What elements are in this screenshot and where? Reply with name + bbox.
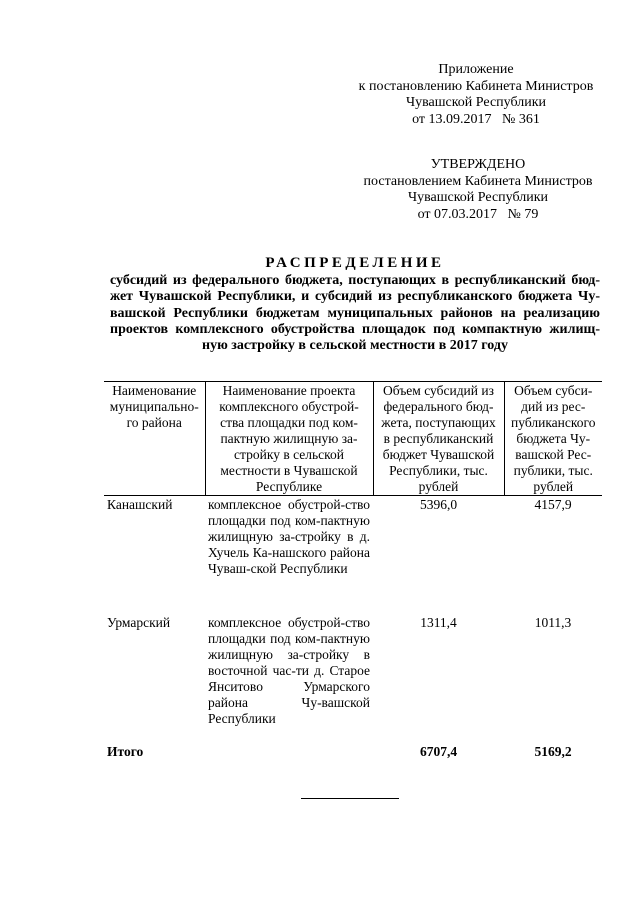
project-cell: комплексное обустрой-ство площадки под ком-пактную жилищную за-стройку в восточной час-ти д. Старое Янситово Урмарского района Чу-вашской Республики: [208, 615, 370, 726]
appendix-line: от 13.09.2017 № 361: [412, 111, 540, 127]
district-cell: Урмарский: [107, 615, 171, 630]
subtitle-line: проектов комплексного обустройства площадок под компактную жилищ-: [110, 321, 600, 337]
subtitle-line: вашской Республики бюджетам муниципальных районов на реализацию: [110, 305, 600, 321]
total-row: [104, 743, 602, 760]
republic-cell: 1011,3: [534, 615, 572, 630]
total-republic: 5169,2: [534, 744, 572, 759]
header-federal: Объем субсидий из федерального бюд-жета, поступающих в республиканский бюджет Чувашской Республики, тыс. рублей: [373, 382, 504, 496]
approval-line: Чувашской Республики: [407, 190, 549, 205]
federal-cell: 1311,4: [420, 615, 457, 630]
total-project-empty: [205, 743, 373, 760]
document-title: РАСПРЕДЕЛЕНИЕ: [265, 255, 445, 271]
approval-line: от 07.03.2017 № 79: [417, 206, 539, 222]
closing-rule: [301, 798, 399, 799]
subsidy-table: [104, 381, 602, 760]
header-project: Наименование проекта комплексного обустрой-ства площадки под ком-пактную жилищную за-стройку в сельской местности в Чувашской Республике: [205, 382, 373, 496]
republic-cell: 4157,9: [534, 497, 572, 512]
approval-line: постановлением Кабинета Министров: [363, 173, 593, 189]
approval-line: УТВЕРЖДЕНО: [430, 157, 526, 172]
table-row: [104, 496, 602, 615]
total-federal: 6707,4: [419, 744, 458, 759]
appendix-line: к постановлению Кабинета Министров: [358, 78, 594, 94]
table-header-row: [104, 382, 602, 496]
district-cell: Канашский: [107, 497, 173, 512]
appendix-line: Чувашской Республики: [405, 95, 547, 110]
federal-cell: 5396,0: [419, 497, 458, 512]
subtitle-line: субсидий из федерального бюджета, поступающих в республиканский бюд-: [110, 273, 600, 288]
subtitle-line: жет Чувашской Республики, и субсидий из республиканского бюджета Чу-: [110, 289, 600, 305]
table-row: [104, 614, 602, 743]
document-subtitle: [110, 273, 600, 354]
subtitle-line: ную застройку в сельской местности в 2017 году: [202, 338, 508, 354]
appendix-note: [355, 62, 597, 128]
approval-stamp: [357, 157, 599, 223]
project-cell: комплексное обустрой-ство площадки под ком-пактную жилищную за-стройку в д. Хучель Ка-нашского района Чуваш-ской Республики: [208, 497, 370, 576]
total-label: Итого: [107, 744, 144, 759]
header-republic: Объем субси-дий из рес-публиканского бюджета Чу-вашской Рес-публики, тыс. рублей: [504, 382, 602, 496]
header-district: Наименование муниципально-го района: [104, 382, 205, 496]
appendix-line: Приложение: [438, 62, 514, 77]
